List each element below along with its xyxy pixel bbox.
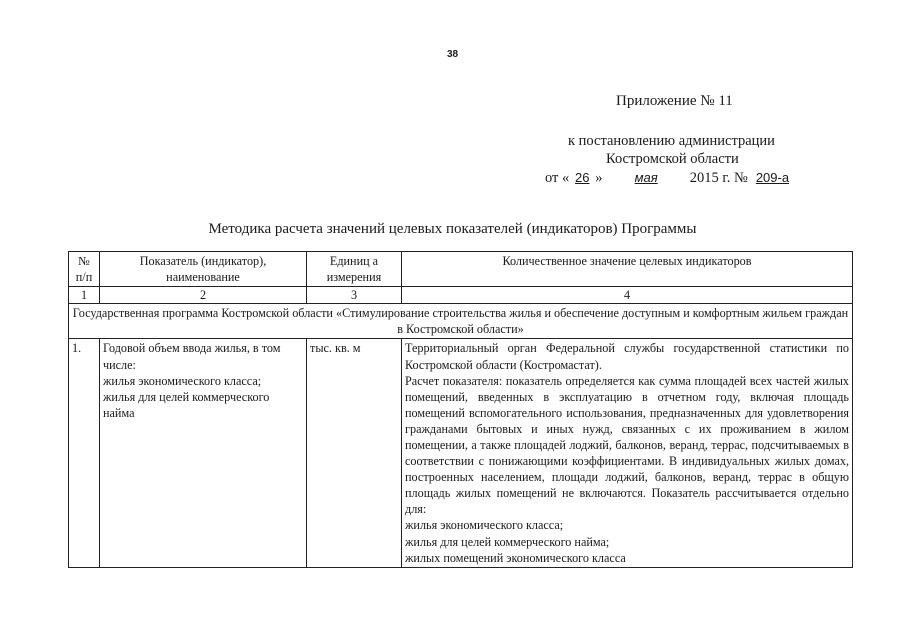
header-unit: Единиц а измерения <box>307 252 402 287</box>
indicator-name-line: жилья для целей коммерческого найма <box>103 389 270 420</box>
date-prefix: от « <box>545 170 570 186</box>
decree-number: 209-а <box>755 170 790 185</box>
header-num: № п/п <box>69 252 100 287</box>
decree-line-2: Костромской области <box>606 151 739 167</box>
indicator-name-line: Годовой объем ввода жилья, в том числе: <box>103 341 281 372</box>
indicator-description <box>402 339 853 567</box>
description-line: Расчет показателя: показатель определяется как сумма площадей всех частей жилых помещений, введенных в эксплуатацию в отчетном году, включая площадь помещений вспомогательного использования, предназначенных для удовлетворения гражданами бытовых и иных нужд, связанных с их проживанием в жилом помещении, а также площадей лоджий, балконов, веранд, террас, подсчитываемых в соответствии с понижающими коэффициентами. В индивидуальных жилых домах, построенных населением, площади лоджий, балконов, веранд, террас в общую площадь жилых помещений не включаются. Показатель рассчитывается отдельно для: <box>405 373 849 517</box>
decree-line-1: к постановлению администрации <box>568 133 775 149</box>
description-line: Территориальный орган Федеральной службы государственной статистики по Костромской области (Костромастат). <box>405 341 849 372</box>
column-number: 4 <box>402 287 853 304</box>
description-line: жилья для целей коммерческого найма; <box>405 534 610 549</box>
date-year: 2015 г. № <box>689 170 748 186</box>
program-title: Государственная программа Костромской области «Стимулирование строительства жилья и обеспечение доступным и комфортным жильем граждан в Костромской области» <box>69 304 853 339</box>
indicator-unit: тыс. кв. м <box>307 339 402 567</box>
appendix-title: Приложение № 11 <box>616 93 733 109</box>
document-heading: Методика расчета значений целевых показателей (индикаторов) Программы <box>208 221 697 237</box>
program-title-row <box>69 304 853 339</box>
indicator-name-line: жилья экономического класса; <box>103 373 262 388</box>
header-value: Количественное значение целевых индикаторов <box>402 252 853 287</box>
date-day: 26 <box>575 170 590 185</box>
table-row <box>69 339 853 567</box>
header-name: Показатель (индикатор), наименование <box>100 252 307 287</box>
date-quote-close: » <box>595 170 603 186</box>
table-header-row <box>69 252 853 287</box>
indicators-table <box>68 251 853 568</box>
page-number: 38 <box>446 49 459 60</box>
decree-date-line <box>545 170 793 187</box>
indicator-name <box>100 339 307 567</box>
description-line: жилых помещений экономического класса <box>405 550 626 565</box>
date-month: мая <box>634 170 658 185</box>
description-line: жилья экономического класса; <box>405 518 564 533</box>
column-number-row <box>69 287 853 304</box>
column-number: 2 <box>100 287 307 304</box>
row-number: 1. <box>69 339 100 567</box>
column-number: 3 <box>307 287 402 304</box>
column-number: 1 <box>69 287 100 304</box>
